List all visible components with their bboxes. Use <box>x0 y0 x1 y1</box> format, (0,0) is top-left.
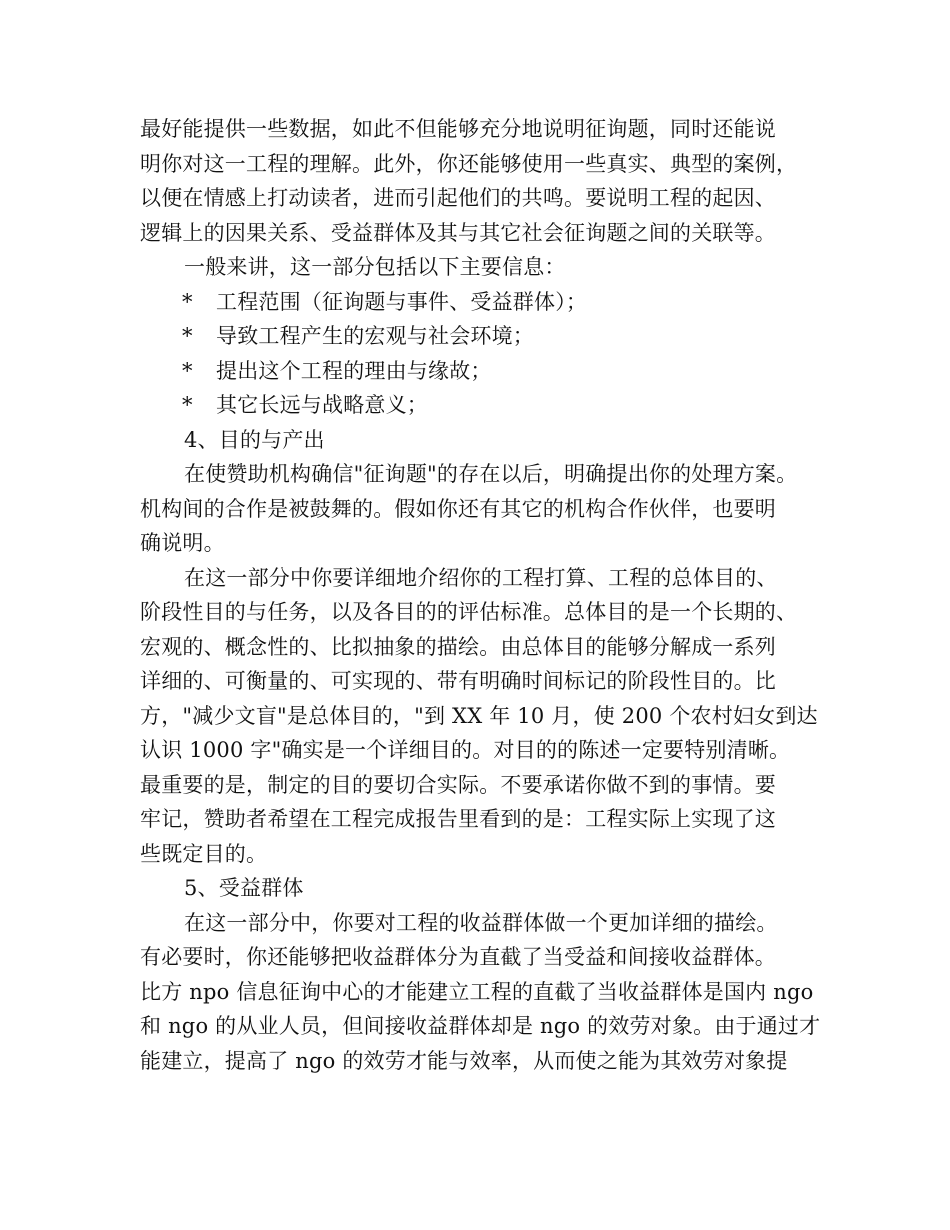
paragraph-intro: 一般来讲，这一部分包括以下主要信息： <box>184 255 566 279</box>
text-line: 和 ngo 的从业人员，但间接收益群体却是 ngo 的效劳对象。由于通过才 <box>140 1014 821 1038</box>
text-line: 宏观的、概念性的、比拟抽象的描绘。由总体目的能够分解成一系列 <box>140 634 776 659</box>
bullet-item <box>140 319 820 354</box>
text-line: 最好能提供一些数据，如此不但能够充分地说明征询题，同时还能说 <box>140 117 776 141</box>
bullet-text: 其它长远与战略意义； <box>216 393 428 417</box>
text-line: 确说明。 <box>140 531 225 555</box>
bullet-marker: * <box>182 289 193 314</box>
bullet-marker: * <box>182 358 193 383</box>
text-line: 认识 1000 字"确实是一个详细目的。对目的的陈述一定要特别清晰。 <box>140 738 791 762</box>
bullet-item <box>140 285 820 320</box>
bullet-marker: * <box>182 324 193 348</box>
text-line: 在这一部分中，你要对工程的收益群体做一个更加详细的描绘。 <box>184 910 778 935</box>
text-line: 以便在情感上打动读者，进而引起他们的共鸣。要说明工程的起因、 <box>140 186 776 210</box>
section-heading: 4、目的与产出 <box>184 427 325 452</box>
bullet-item <box>140 388 820 423</box>
section-heading: 5、受益群体 <box>184 876 304 900</box>
text-line: 详细的、可衡量的、可实现的、带有明确时间标记的阶段性目的。比 <box>140 669 776 693</box>
text-line: 能建立，提高了 ngo 的效劳才能与效率，从而使之能为其效劳对象提 <box>140 1048 788 1073</box>
text-line: 有必要时，你还能够把收益群体分为直截了当受益和间接收益群体。 <box>140 945 776 969</box>
bullet-marker: * <box>182 393 193 417</box>
bullet-text: 提出这个工程的理由与缘故； <box>216 358 492 383</box>
text-line: 在使赞助机构确信"征询题"的存在以后，明确提出你的处理方案。 <box>184 462 798 486</box>
text-line: 牢记，赞助者希望在工程完成报告里看到的是：工程实际上实现了这 <box>140 807 776 831</box>
text-line: 阶段性目的与任务，以及各目的的评估标准。总体目的是一个长期的、 <box>140 600 798 624</box>
bullet-item <box>140 354 820 389</box>
text-line: 方，"减少文盲"是总体目的，"到 XX 年 10 月，使 200 个农村妇女到达 <box>140 703 818 728</box>
text-line: 在这一部分中你要详细地介绍你的工程打算、工程的总体目的、 <box>184 565 778 590</box>
document-body <box>140 112 820 1078</box>
text-line: 明你对这一工程的理解。此外，你还能够使用一些真实、典型的案例， <box>140 151 798 176</box>
text-line: 些既定目的。 <box>140 841 268 866</box>
bullet-text: 导致工程产生的宏观与社会环境； <box>216 324 534 348</box>
text-line: 最重要的是，制定的目的要切合实际。不要承诺你做不到的事情。要 <box>140 772 776 797</box>
text-line: 逻辑上的因果关系、受益群体及其与其它社会征询题之间的关联等。 <box>140 220 776 245</box>
bullet-text: 工程范围（征询题与事件、受益群体）； <box>216 289 588 314</box>
text-line: 比方 npo 信息征询中心的才能建立工程的直截了当收益群体是国内 ngo <box>140 979 814 1004</box>
text-line: 机构间的合作是被鼓舞的。假如你还有其它的机构合作伙伴，也要明 <box>140 496 776 521</box>
